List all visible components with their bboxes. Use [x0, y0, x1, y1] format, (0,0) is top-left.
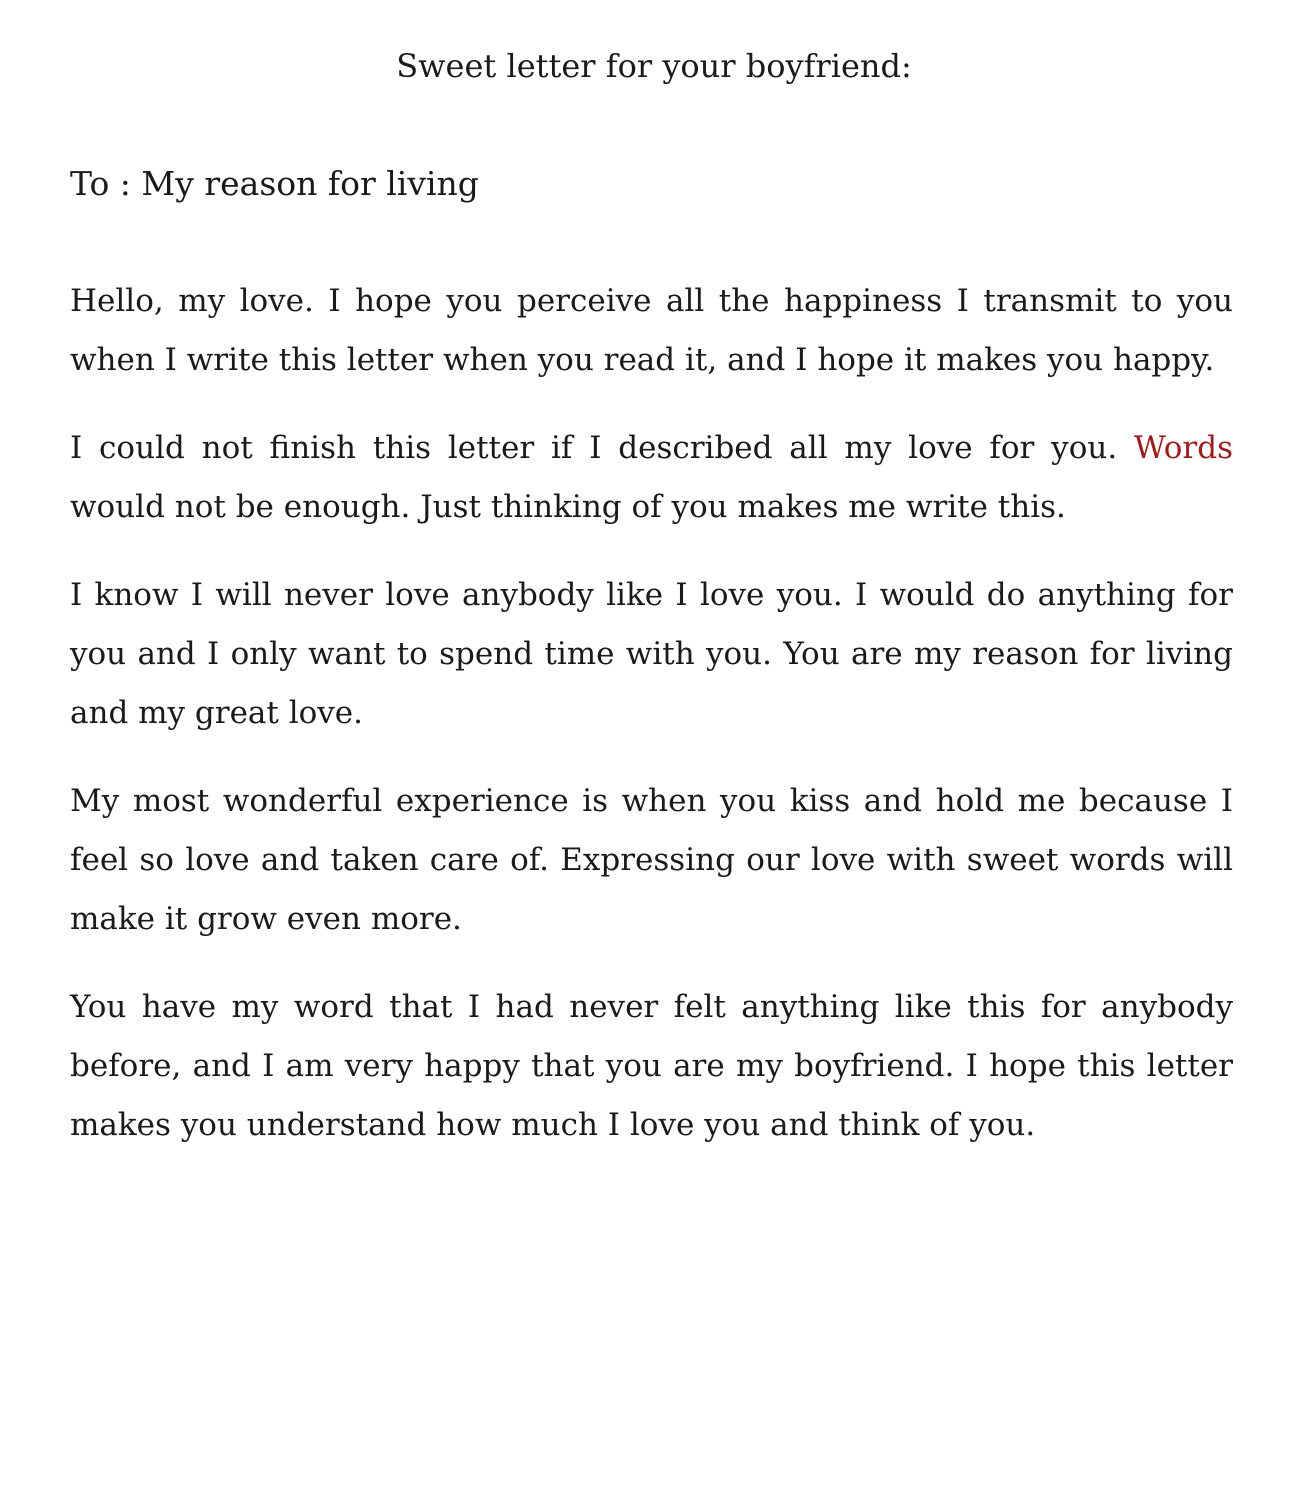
paragraph-1: Hello, my love. I hope you perceive all the happiness I transmit to you when I write this letter when you read it, and I hope it makes you happy.	[70, 283, 1233, 378]
paragraph-2-after: would not be enough. Just thinking of you makes me write this.	[70, 489, 1066, 525]
paragraph-2-before: I could not finish this letter if I described all my love for you.	[70, 430, 1134, 466]
paragraph-3: I know I will never love anybody like I love you. I would do anything for you and I only want to spend time with you. You are my reason for living and my great love.	[70, 577, 1233, 731]
paragraph-2	[70, 419, 1233, 537]
recipient-line: To : My reason for living	[70, 164, 479, 203]
letter-body	[70, 272, 1233, 1184]
page-title: Sweet letter for your boyfriend:	[396, 47, 912, 85]
highlighted-word: Words	[1134, 430, 1233, 466]
paragraph-5: You have my word that I had never felt anything like this for anybody before, and I am very happy that you are my boyfriend. I hope this letter makes you understand how much I love you and think of you.	[70, 989, 1233, 1143]
paragraph-4: My most wonderful experience is when you kiss and hold me because I feel so love and taken care of. Expressing our love with sweet words will make it grow even more.	[70, 783, 1233, 937]
